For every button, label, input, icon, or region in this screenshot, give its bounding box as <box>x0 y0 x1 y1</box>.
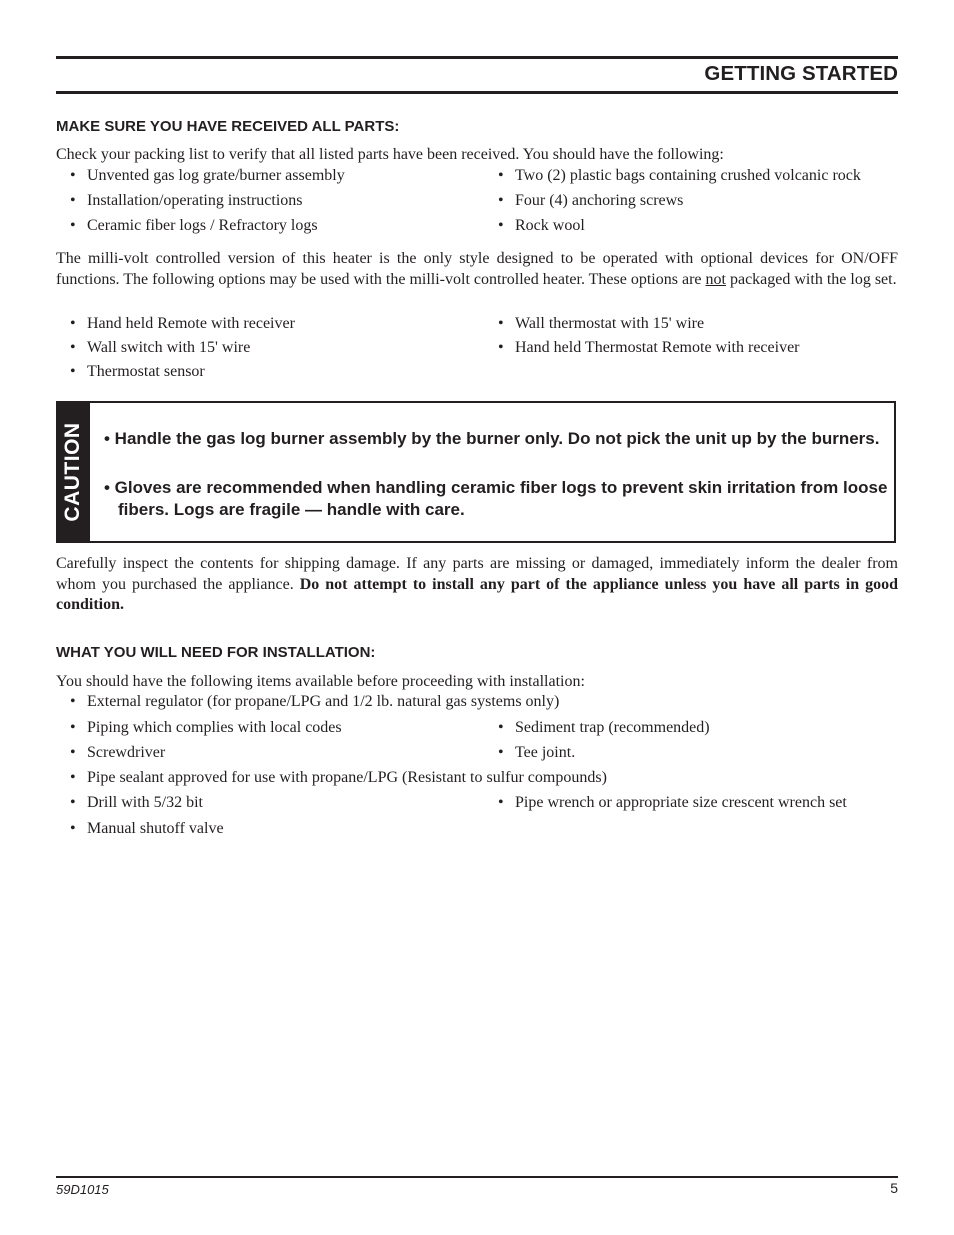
list-item-text: External regulator (for propane/LPG and 1/2 lb. natural gas systems only) <box>87 693 560 710</box>
footer-rule <box>56 1176 898 1178</box>
list-item-text: Tee joint. <box>515 744 576 761</box>
header-bottom-rule <box>56 91 898 94</box>
document-code: 59D1015 <box>56 1182 109 1197</box>
parts-heading: MAKE SURE YOU HAVE RECEIVED ALL PARTS: <box>56 118 400 135</box>
bullet: • <box>498 794 504 811</box>
page-title: GETTING STARTED <box>704 62 898 85</box>
list-item-text: Wall thermostat with 15' wire <box>515 315 705 332</box>
list-item-text: Screwdriver <box>87 744 166 761</box>
page-number: 5 <box>890 1180 898 1196</box>
list-item-text: Four (4) anchoring screws <box>515 192 684 209</box>
bullet: • <box>70 363 76 380</box>
header-top-rule <box>56 56 898 59</box>
list-item-text: Manual shutoff valve <box>87 820 224 837</box>
list-item-text: Wall switch with 15' wire <box>87 339 251 356</box>
list-item-text: Pipe sealant approved for use with propane/LPG (Resistant to sulfur compounds) <box>87 769 607 786</box>
list-item-text: Thermostat sensor <box>87 363 205 380</box>
caution-label: CAUTION <box>61 422 84 522</box>
bullet: • <box>70 744 76 761</box>
list-item-text: Unvented gas log grate/burner assembly <box>87 167 345 184</box>
bullet: • <box>70 719 76 736</box>
options-text: The milli-volt controlled version of this heater is the only style designed to be operated with optional devices for ON/OFF functions. The following options may be used with the milli-volt controlled heater. These options are <box>56 250 898 288</box>
bullet: • <box>70 315 76 332</box>
list-item-text: Rock wool <box>515 217 585 234</box>
list-item-text: Ceramic fiber logs / Refractory logs <box>87 217 318 234</box>
bullet: • <box>498 167 504 184</box>
bullet: • <box>498 719 504 736</box>
caution-box <box>56 401 896 543</box>
bullet: • <box>70 794 76 811</box>
installation-heading: WHAT YOU WILL NEED FOR INSTALLATION: <box>56 644 376 661</box>
list-item-text: Installation/operating instructions <box>87 192 303 209</box>
inspect-paragraph <box>56 554 898 616</box>
bullet: • <box>70 820 76 837</box>
list-item-text: Piping which complies with local codes <box>87 719 342 736</box>
options-underlined: not <box>705 270 726 288</box>
inspect-warning: Do not attempt to install any part of the appliance unless you have all parts in good condition. <box>56 575 899 613</box>
caution-item: • Gloves are recommended when handling ceramic fiber logs to prevent skin irritation from loose fibers. Logs are fragile — handle with care. <box>104 478 888 519</box>
bullet: • <box>70 192 76 209</box>
bullet: • <box>498 339 504 356</box>
bullet: • <box>498 192 504 209</box>
installation-intro: You should have the following items available before proceeding with installation: <box>56 673 585 690</box>
bullet: • <box>70 769 76 786</box>
inspect-text: Carefully inspect the contents for shipping damage. If any parts are missing or damaged, immediately inform the dealer from whom you purchased the appliance. <box>56 555 898 593</box>
bullet: • <box>70 167 76 184</box>
parts-intro: Check your packing list to verify that all listed parts have been received. You should have the following: <box>56 146 724 163</box>
list-item-text: Sediment trap (recommended) <box>515 719 710 736</box>
caution-item: • Handle the gas log burner assembly by the burner only. Do not pick the unit up by the burners. <box>104 429 880 448</box>
bullet: • <box>70 693 76 710</box>
list-item-text: Drill with 5/32 bit <box>87 794 203 811</box>
bullet: • <box>498 744 504 761</box>
bullet: • <box>498 217 504 234</box>
list-item-text: Pipe wrench or appropriate size crescent wrench set <box>515 794 847 811</box>
manual-page <box>56 0 898 1235</box>
list-item-text: Hand held Remote with receiver <box>87 315 295 332</box>
caution-tab <box>56 403 90 541</box>
list-item-text: Hand held Thermostat Remote with receiver <box>515 339 800 356</box>
bullet: • <box>70 339 76 356</box>
options-paragraph <box>56 249 898 290</box>
bullet: • <box>498 315 504 332</box>
options-text-end: packaged with the log set. <box>725 270 897 288</box>
list-item-text: Two (2) plastic bags containing crushed volcanic rock <box>515 167 861 184</box>
bullet: • <box>70 217 76 234</box>
